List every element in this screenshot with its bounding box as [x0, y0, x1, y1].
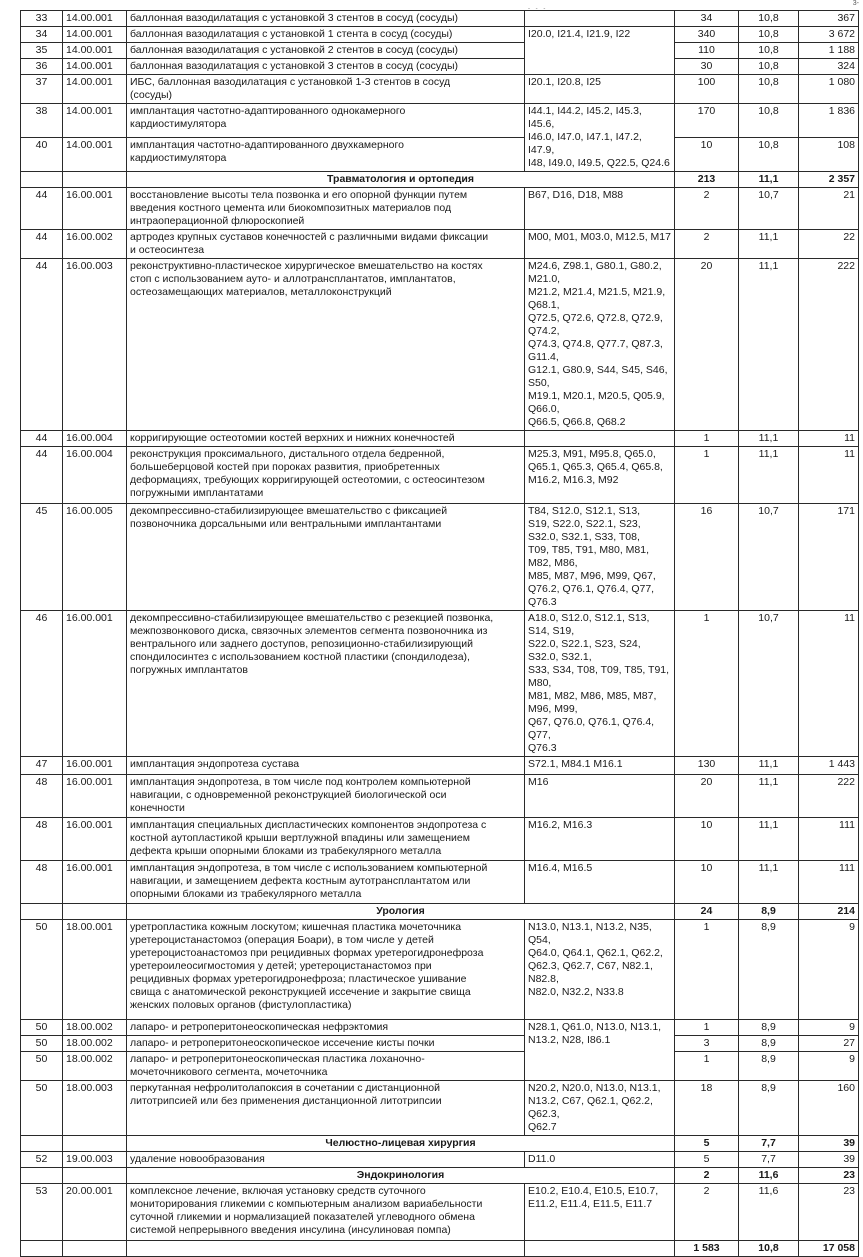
bed-days-value: 1 188 — [799, 43, 859, 59]
service-description: имплантация эндопротеза сустава — [127, 757, 525, 775]
duration-value: 10,7 — [739, 188, 799, 230]
table-row — [21, 920, 859, 1020]
empty-cell — [21, 1136, 63, 1152]
duration-value: 10,8 — [739, 104, 799, 138]
row-number: 50 — [21, 1052, 63, 1081]
icd-codes: M24.6, Z98.1, G80.1, G80.2, M21.0, M21.2, M21.4, M21.5, M21.9, Q68.1, Q72.5, Q72.6, Q72.8, Q72.9, Q74.2, Q74.3, Q74.8, Q77.7, Q87.3, G11.4, G12.1, G80.9, S44, S45, S46, S50, M19.1, M20.1, M20.5, Q05.9, Q66.0, Q66.5, Q66.8, Q68.2 — [525, 259, 675, 431]
table-row — [21, 611, 859, 757]
empty-cell — [525, 1241, 675, 1257]
row-number: 38 — [21, 104, 63, 138]
service-description: лапаро- и ретроперитонеоскопическая нефрэктомия — [127, 1020, 525, 1036]
service-code: 14.00.001 — [63, 43, 127, 59]
icd-codes: I44.1, I44.2, I45.2, I45.3, I45.6, I46.0, I47.0, I47.1, I47.2, I47.9, I48, I49.0, I49.5, Q22.5, Q24.6 — [525, 104, 675, 172]
service-code: 16.00.001 — [63, 818, 127, 861]
volume-value: 1 — [675, 920, 739, 1020]
empty-cell — [63, 904, 127, 920]
total-volume: 1 583 — [675, 1241, 739, 1257]
service-code: 16.00.001 — [63, 775, 127, 818]
section-title: Челюстно-лицевая хирургия — [127, 1136, 675, 1152]
volume-value: 1 — [675, 1020, 739, 1036]
service-description: восстановление высоты тела позвонка и его опорной функции путем введения костного цемента или биокомпозитных материалов под интраоперационной флюроскопией — [127, 188, 525, 230]
row-number: 40 — [21, 138, 63, 172]
section-title: Травматология и ортопедия — [127, 172, 675, 188]
volume-value: 2 — [675, 188, 739, 230]
service-description: имплантация частотно-адаптированного двухкамерного кардиостимулятора — [127, 138, 525, 172]
bed-days-value: 27 — [799, 1036, 859, 1052]
volume-value: 2 — [675, 1184, 739, 1241]
row-number: 44 — [21, 447, 63, 504]
duration-value: 10,7 — [739, 611, 799, 757]
service-description: реконструкция проксимального, дистального отдела бедренной, большеберцовой костей при пороках развития, приобретенных деформациях, требующих корригирующей остеотомии, с остеосинтезом погружными имплантатами — [127, 447, 525, 504]
services-table — [20, 10, 859, 1257]
table-row — [21, 43, 859, 59]
empty-cell — [21, 1168, 63, 1184]
volume-value: 130 — [675, 757, 739, 775]
empty-cell — [127, 1241, 525, 1257]
service-code: 18.00.003 — [63, 1081, 127, 1136]
volume-value: 10 — [675, 138, 739, 172]
table-row — [21, 188, 859, 230]
row-number: 45 — [21, 504, 63, 611]
section-title: Урология — [127, 904, 675, 920]
section-duration: 8,9 — [739, 904, 799, 920]
service-code: 18.00.002 — [63, 1036, 127, 1052]
bed-days-value: 22 — [799, 230, 859, 259]
icd-codes: D11.0 — [525, 1152, 675, 1168]
table-row — [21, 230, 859, 259]
service-code: 19.00.003 — [63, 1152, 127, 1168]
empty-cell — [21, 1241, 63, 1257]
bed-days-value: 222 — [799, 259, 859, 431]
service-description: перкутанная нефролитолапоксия в сочетании с дистанционной литотрипсией или без применения дистанционной литотрипсии — [127, 1081, 525, 1136]
duration-value: 8,9 — [739, 1052, 799, 1081]
bed-days-value: 1 836 — [799, 104, 859, 138]
empty-cell — [21, 904, 63, 920]
scan-artifact: - - - — [528, 6, 548, 12]
section-volume: 5 — [675, 1136, 739, 1152]
row-number: 46 — [21, 611, 63, 757]
section-volume: 24 — [675, 904, 739, 920]
bed-days-value: 9 — [799, 1052, 859, 1081]
icd-codes: M16 — [525, 775, 675, 818]
total-row — [21, 1241, 859, 1257]
empty-cell — [63, 1136, 127, 1152]
icd-codes: N20.2, N20.0, N13.0, N13.1, N13.2, C67, Q62.1, Q62.2, Q62.3, Q62.7 — [525, 1081, 675, 1136]
bed-days-value: 108 — [799, 138, 859, 172]
bed-days-value: 324 — [799, 59, 859, 75]
icd-codes: M16.2, M16.3 — [525, 818, 675, 861]
duration-value: 11,1 — [739, 431, 799, 447]
empty-cell — [63, 1168, 127, 1184]
table-row — [21, 75, 859, 104]
service-code: 16.00.001 — [63, 861, 127, 904]
service-code: 16.00.005 — [63, 504, 127, 611]
bed-days-value: 9 — [799, 1020, 859, 1036]
icd-codes: B67, D16, D18, M88 — [525, 188, 675, 230]
row-number: 48 — [21, 818, 63, 861]
volume-value: 34 — [675, 11, 739, 27]
bed-days-value: 3 672 — [799, 27, 859, 43]
volume-value: 1 — [675, 1052, 739, 1081]
table-row — [21, 447, 859, 504]
service-description: имплантация специальных диспластических компонентов эндопротеза с костной аутопластикой крыши вертлужной впадины или замещением дефекта крыши опорными блоками из трабекулярного металла — [127, 818, 525, 861]
duration-value: 8,9 — [739, 1081, 799, 1136]
volume-value: 5 — [675, 1152, 739, 1168]
service-description: баллонная вазодилатация с установкой 3 стентов в сосуд (сосуды) — [127, 59, 525, 75]
duration-value: 11,1 — [739, 861, 799, 904]
row-number: 47 — [21, 757, 63, 775]
row-number: 48 — [21, 861, 63, 904]
volume-value: 100 — [675, 75, 739, 104]
bed-days-value: 171 — [799, 504, 859, 611]
table-row — [21, 59, 859, 75]
icd-codes — [525, 11, 675, 27]
service-code: 18.00.002 — [63, 1052, 127, 1081]
volume-value: 10 — [675, 818, 739, 861]
volume-value: 1 — [675, 611, 739, 757]
table-row — [21, 1052, 859, 1081]
service-code: 18.00.002 — [63, 1020, 127, 1036]
section-duration: 11,6 — [739, 1168, 799, 1184]
duration-value: 10,8 — [739, 27, 799, 43]
table-row — [21, 431, 859, 447]
volume-value: 10 — [675, 861, 739, 904]
duration-value: 8,9 — [739, 1036, 799, 1052]
service-code: 14.00.001 — [63, 59, 127, 75]
duration-value: 10,8 — [739, 59, 799, 75]
volume-value: 1 — [675, 431, 739, 447]
service-code: 16.00.004 — [63, 431, 127, 447]
icd-codes: M00, M01, M03.0, M12.5, M17 — [525, 230, 675, 259]
service-description: имплантация частотно-адаптированного однокамерного кардиостимулятора — [127, 104, 525, 138]
table-row — [21, 27, 859, 43]
icd-codes: T84, S12.0, S12.1, S13, S19, S22.0, S22.1, S23, S32.0, S32.1, S33, T08, T09, T85, T91, M80, M81, M82, M86, M85, M87, M96, M99, Q67, Q76.2, Q76.1, Q76.4, Q77, Q76.3 — [525, 504, 675, 611]
volume-value: 340 — [675, 27, 739, 43]
duration-value: 8,9 — [739, 1020, 799, 1036]
duration-value: 11,1 — [739, 230, 799, 259]
service-description: удаление новообразования — [127, 1152, 525, 1168]
service-code: 16.00.001 — [63, 757, 127, 775]
section-row — [21, 1136, 859, 1152]
row-number: 34 — [21, 27, 63, 43]
row-number: 50 — [21, 1036, 63, 1052]
duration-value: 10,8 — [739, 138, 799, 172]
bed-days-value: 111 — [799, 818, 859, 861]
section-row — [21, 1168, 859, 1184]
service-code: 14.00.001 — [63, 27, 127, 43]
duration-value: 10,8 — [739, 11, 799, 27]
service-description: баллонная вазодилатация с установкой 2 стентов в сосуд (сосуды) — [127, 43, 525, 59]
section-row — [21, 172, 859, 188]
icd-codes: I20.0, I21.4, I21.9, I22 — [525, 27, 675, 75]
bed-days-value: 39 — [799, 1152, 859, 1168]
empty-cell — [63, 1241, 127, 1257]
table-row — [21, 1184, 859, 1241]
service-code: 14.00.001 — [63, 138, 127, 172]
section-bed-days: 2 357 — [799, 172, 859, 188]
total-duration: 10,8 — [739, 1241, 799, 1257]
duration-value: 11,1 — [739, 259, 799, 431]
duration-value: 11,1 — [739, 447, 799, 504]
volume-value: 2 — [675, 230, 739, 259]
volume-value: 30 — [675, 59, 739, 75]
section-bed-days: 23 — [799, 1168, 859, 1184]
volume-value: 18 — [675, 1081, 739, 1136]
bed-days-value: 160 — [799, 1081, 859, 1136]
service-code: 20.00.001 — [63, 1184, 127, 1241]
service-description: корригирующие остеотомии костей верхних и нижних конечностей — [127, 431, 525, 447]
table-row — [21, 1020, 859, 1036]
service-code: 16.00.001 — [63, 611, 127, 757]
section-bed-days: 39 — [799, 1136, 859, 1152]
row-number: 36 — [21, 59, 63, 75]
bed-days-value: 222 — [799, 775, 859, 818]
icd-codes: E10.2, E10.4, E10.5, E10.7, E11.2, E11.4, E11.5, E11.7 — [525, 1184, 675, 1241]
icd-codes: A18.0, S12.0, S12.1, S13, S14, S19, S22.0, S22.1, S23, S24, S32.0, S32.1, S33, S34, T08, T09, T85, T91, M80, M81, M82, M86, M85, M87, M96, M99, Q67, Q76.0, Q76.1, Q76.4, Q77, Q76.3 — [525, 611, 675, 757]
table-body — [21, 11, 859, 1257]
service-description: артродез крупных суставов конечностей с различными видами фиксации и остеосинтеза — [127, 230, 525, 259]
row-number: 33 — [21, 11, 63, 27]
row-number: 44 — [21, 259, 63, 431]
table-row — [21, 757, 859, 775]
service-description: комплексное лечение, включая установку средств суточного мониторирования гликемии с компьютерным анализом вариабельности суточной гликемии и нормализацией показателей углеводного обмена системой непрерывного введения инсулина (инсулиновая помпа) — [127, 1184, 525, 1241]
row-number: 50 — [21, 1081, 63, 1136]
section-duration: 11,1 — [739, 172, 799, 188]
duration-value: 11,1 — [739, 757, 799, 775]
row-number: 35 — [21, 43, 63, 59]
row-number: 50 — [21, 1020, 63, 1036]
duration-value: 11,1 — [739, 775, 799, 818]
duration-value: 7,7 — [739, 1152, 799, 1168]
table-row — [21, 259, 859, 431]
section-bed-days: 214 — [799, 904, 859, 920]
service-code: 16.00.001 — [63, 188, 127, 230]
duration-value: 11,6 — [739, 1184, 799, 1241]
section-volume: 213 — [675, 172, 739, 188]
duration-value: 10,8 — [739, 75, 799, 104]
row-number: 44 — [21, 431, 63, 447]
service-description: баллонная вазодилатация с установкой 1 стента в сосуд (сосуды) — [127, 27, 525, 43]
service-description: лапаро- и ретроперитонеоскопическая пластика лоханочно- мочеточникового сегмента, мочеточника — [127, 1052, 525, 1081]
table-row — [21, 775, 859, 818]
volume-value: 1 — [675, 447, 739, 504]
service-description: имплантация эндопротеза, в том числе с использованием компьютерной навигации, и замещением дефекта костным аутотрансплантатом или опорными блоками из трабекулярного металла — [127, 861, 525, 904]
bed-days-value: 11 — [799, 447, 859, 504]
row-number: 52 — [21, 1152, 63, 1168]
duration-value: 11,1 — [739, 818, 799, 861]
bed-days-value: 1 443 — [799, 757, 859, 775]
bed-days-value: 23 — [799, 1184, 859, 1241]
volume-value: 3 — [675, 1036, 739, 1052]
service-description: декомпрессивно-стабилизирующее вмешательство с резекцией позвонка, межпозвонкового диска, связочных элементов сегмента позвоночника из вентрального или заднего доступов, репозиционно-стабилизирующий спондилосинтез с использованием костной пластики (спондилодеза), погружных имплантатов — [127, 611, 525, 757]
service-code: 14.00.001 — [63, 75, 127, 104]
service-code: 16.00.003 — [63, 259, 127, 431]
service-description: лапаро- и ретроперитонеоскопическое иссечение кисты почки — [127, 1036, 525, 1052]
volume-value: 20 — [675, 775, 739, 818]
icd-codes — [525, 431, 675, 447]
icd-codes: S72.1, M84.1 M16.1 — [525, 757, 675, 775]
bed-days-value: 21 — [799, 188, 859, 230]
service-code: 16.00.004 — [63, 447, 127, 504]
bed-days-value: 367 — [799, 11, 859, 27]
icd-codes: M16.4, M16.5 — [525, 861, 675, 904]
table-row — [21, 104, 859, 138]
row-number: 50 — [21, 920, 63, 1020]
volume-value: 170 — [675, 104, 739, 138]
row-number: 53 — [21, 1184, 63, 1241]
service-code: 16.00.002 — [63, 230, 127, 259]
service-description: ИБС, баллонная вазодилатация с установкой 1-3 стентов в сосуд (сосуды) — [127, 75, 525, 104]
icd-codes: N13.0, N13.1, N13.2, N35, Q54, Q64.0, Q64.1, Q62.1, Q62.2, Q62.3, Q62.7, C67, N82.1, N82.8, N82.0, N32.2, N33.8 — [525, 920, 675, 1020]
bed-days-value: 111 — [799, 861, 859, 904]
total-bed-days: 17 058 — [799, 1241, 859, 1257]
table-row — [21, 1152, 859, 1168]
row-number: 44 — [21, 188, 63, 230]
table-row — [21, 818, 859, 861]
section-volume: 2 — [675, 1168, 739, 1184]
table-row — [21, 138, 859, 172]
page-corner-mark: 3- — [852, 0, 859, 7]
service-description: декомпрессивно-стабилизирующее вмешательство с фиксацией позвоночника дорсальными или вентральными имплантантами — [127, 504, 525, 611]
service-description: имплантация эндопротеза, в том числе под контролем компьютерной навигации, с одновременной реконструкцией биологической оси конечности — [127, 775, 525, 818]
bed-days-value: 9 — [799, 920, 859, 1020]
icd-codes: I20.1, I20.8, I25 — [525, 75, 675, 104]
bed-days-value: 1 080 — [799, 75, 859, 104]
duration-value: 8,9 — [739, 920, 799, 1020]
table-row — [21, 504, 859, 611]
row-number: 37 — [21, 75, 63, 104]
volume-value: 110 — [675, 43, 739, 59]
service-code: 14.00.001 — [63, 11, 127, 27]
duration-value: 10,7 — [739, 504, 799, 611]
table-row — [21, 11, 859, 27]
section-duration: 7,7 — [739, 1136, 799, 1152]
service-description: реконструктивно-пластическое хирургическое вмешательство на костях стоп с использованием ауто- и аллотрансплантатов, имплантатов, остеозамещающих материалов, металлоконструкций — [127, 259, 525, 431]
table-row — [21, 1036, 859, 1052]
volume-value: 16 — [675, 504, 739, 611]
service-code: 18.00.001 — [63, 920, 127, 1020]
icd-codes: M25.3, M91, M95.8, Q65.0, Q65.1, Q65.3, Q65.4, Q65.8, M16.2, M16.3, M92 — [525, 447, 675, 504]
service-description: баллонная вазодилатация с установкой 3 стентов в сосуд (сосуды) — [127, 11, 525, 27]
volume-value: 20 — [675, 259, 739, 431]
section-title: Эндокринология — [127, 1168, 675, 1184]
table-row — [21, 861, 859, 904]
empty-cell — [63, 172, 127, 188]
icd-codes: N28.1, Q61.0, N13.0, N13.1, N13.2, N28, I86.1 — [525, 1020, 675, 1081]
bed-days-value: 11 — [799, 611, 859, 757]
table-row — [21, 1081, 859, 1136]
row-number: 44 — [21, 230, 63, 259]
row-number: 48 — [21, 775, 63, 818]
service-description: уретропластика кожным лоскутом; кишечная пластика мочеточника уретероцистанастомоз (операция Боари), в том числе у детей уретероцистоанастомоз при рецидивных формах уретерогидронефроза уретероилеосигмостомия у детей; уретероцистанастомоз при рецидивных формах уретерогидронефроза; пластическое ушивание свища с анатомической реконструкцией иссечение и закрытие свища женских половых органов (фистулопластика) — [127, 920, 525, 1020]
duration-value: 10,8 — [739, 43, 799, 59]
empty-cell — [21, 172, 63, 188]
section-row — [21, 904, 859, 920]
bed-days-value: 11 — [799, 431, 859, 447]
service-code: 14.00.001 — [63, 104, 127, 138]
